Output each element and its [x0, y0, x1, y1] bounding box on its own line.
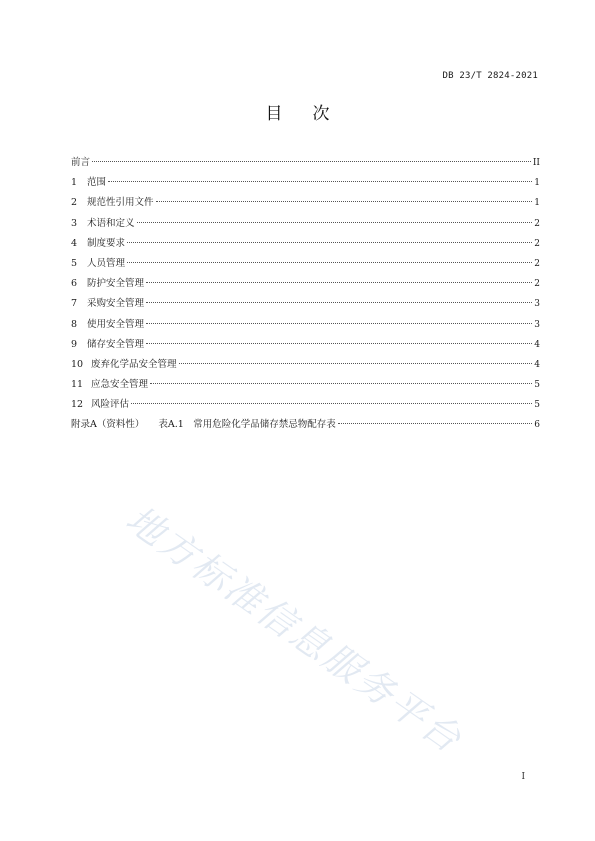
toc-entry-label: 应急安全管理: [91, 379, 149, 391]
toc-entry-number: 12: [71, 399, 84, 411]
toc-entry-label: 人员管理: [87, 257, 126, 269]
toc-entry-page: 5: [534, 380, 540, 391]
toc-entry-page: 2: [534, 218, 540, 229]
toc-entry-page: 1: [534, 198, 540, 209]
page-number: I: [521, 772, 525, 782]
watermark: 地方标准信息服务平台: [118, 497, 471, 763]
toc-entry-label: 防护安全管理: [87, 278, 145, 290]
toc-entry-5[interactable]: [71, 254, 540, 274]
toc-entry-number: 6: [71, 278, 78, 290]
page-title: 目次: [265, 104, 360, 124]
toc-entry-number: 2: [71, 197, 78, 209]
toc-leader-dots: [146, 302, 532, 303]
toc-entry-page: 4: [534, 339, 540, 350]
toc-leader-dots: [108, 181, 532, 182]
toc-entry-label: 术语和定义: [87, 217, 135, 229]
toc-entry-label: 使用安全管理: [87, 318, 145, 330]
toc-entry-number: 5: [71, 257, 78, 269]
toc-entry-7[interactable]: [71, 294, 540, 314]
toc-entry-label: 采购安全管理: [87, 298, 145, 310]
toc-leader-dots: [338, 423, 532, 424]
toc-entry-number: 4: [71, 237, 78, 249]
toc-entry-label: 表A.1 常用危险化学品储存禁忌物配存表: [158, 419, 336, 431]
toc-entry-11[interactable]: [71, 375, 540, 395]
toc-entry-9[interactable]: [71, 335, 540, 355]
toc-entry-4[interactable]: [71, 234, 540, 254]
toc-entry-3[interactable]: [71, 214, 540, 234]
toc-leader-dots: [137, 222, 533, 223]
toc-leader-dots: [179, 363, 533, 364]
toc-leader-dots: [127, 262, 532, 263]
toc-entry-appendix-a[interactable]: [71, 415, 540, 435]
toc-entry-number: 附录A（资料性）: [71, 419, 145, 431]
toc-entry-page: 3: [534, 319, 540, 330]
toc-entry-page: 2: [534, 238, 540, 249]
toc-leader-dots: [146, 343, 532, 344]
toc-entry-foreword[interactable]: [71, 153, 540, 173]
toc-entry-number: 9: [71, 338, 78, 350]
toc-entry-number: 7: [71, 298, 78, 310]
toc-entry-label: 制度要求: [87, 237, 126, 249]
toc-leader-dots: [146, 282, 532, 283]
toc-entry-label: 规范性引用文件: [87, 197, 154, 209]
toc-leader-dots: [127, 242, 532, 243]
toc-entry-2[interactable]: [71, 193, 540, 213]
toc-entry-number: 1: [71, 177, 78, 189]
toc-entry-label: 储存安全管理: [87, 338, 145, 350]
toc-entry-page: 3: [534, 299, 540, 310]
toc-entry-label: 前言: [71, 157, 91, 168]
toc-entry-10[interactable]: [71, 355, 540, 375]
toc-entry-page: 5: [534, 400, 540, 411]
toc-entry-page: 4: [534, 359, 540, 370]
toc-entry-8[interactable]: [71, 315, 540, 335]
toc-entry-number: 11: [71, 379, 84, 391]
document-code: DB 23/T 2824-2021: [442, 71, 538, 81]
toc-entry-page: 1: [534, 178, 540, 189]
toc-entry-number: 8: [71, 318, 78, 330]
toc-leader-dots: [131, 403, 532, 404]
toc-leader-dots: [150, 383, 532, 384]
toc-entry-label: 风险评估: [91, 399, 130, 411]
toc-leader-dots: [92, 161, 531, 162]
toc-entry-page: II: [532, 158, 540, 168]
toc-entry-label: 范围: [87, 177, 107, 189]
toc-leader-dots: [156, 201, 533, 202]
toc-leader-dots: [146, 323, 532, 324]
toc-entry-page: 2: [534, 279, 540, 290]
table-of-contents: [71, 153, 540, 436]
toc-entry-6[interactable]: [71, 274, 540, 294]
toc-entry-number: 10: [71, 358, 84, 370]
toc-entry-12[interactable]: [71, 395, 540, 415]
toc-entry-page: 2: [534, 258, 540, 269]
toc-entry-number: 3: [71, 217, 78, 229]
toc-entry-page: 6: [534, 420, 540, 431]
toc-entry-label: 废弃化学品安全管理: [91, 358, 177, 370]
toc-entry-1[interactable]: [71, 173, 540, 193]
